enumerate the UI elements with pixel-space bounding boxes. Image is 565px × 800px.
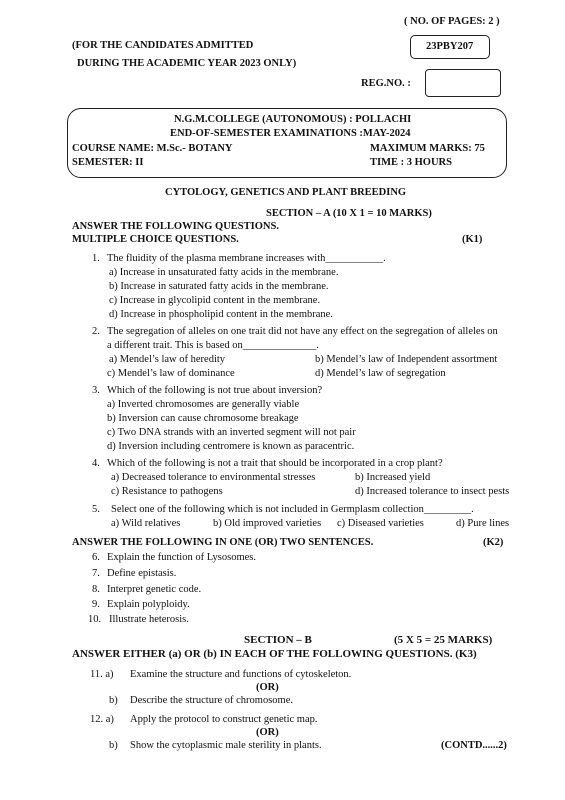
option-b: b) Mendel’s law of Independent assortment [315,354,498,365]
maximum-marks: MAXIMUM MARKS: 75 [370,143,485,154]
option-b: b) Increased yield [355,472,431,483]
question-number: 2. [92,326,100,337]
section-b-instruction: ANSWER EITHER (a) OR (b) IN EACH OF THE FOLLOWING QUESTIONS. (K3) [72,648,477,660]
question-text: Illustrate heterosis. [109,614,189,625]
question-number: 5. [92,504,100,515]
or-separator: (OR) [256,727,279,738]
regno-box[interactable] [425,69,501,97]
question-text-line2: a different trait. This is based on______________. [107,340,319,351]
option-c: c) Resistance to pathogens [111,486,223,497]
question-number: 8. [92,584,100,595]
option-b: b) Old improved varieties [213,518,322,529]
option-d: d) Increase in phospholipid content in the membrane. [109,309,333,320]
question-text: Interpret genetic code. [107,584,202,595]
option-d: d) Increased tolerance to insect pests [355,486,510,497]
question-number: 6. [92,552,100,563]
option-a: a) Inverted chromosomes are generally viable [107,399,300,410]
option-a: a) Increase in unsaturated fatty acids in the membrane. [109,267,339,278]
question-number: 11. a) [90,669,114,680]
section-b-title: SECTION – B [244,634,312,646]
continued-note: (CONTD......2) [441,740,507,751]
question-number: 4. [92,458,100,469]
mcq-instruction: MULTIPLE CHOICE QUESTIONS. [72,234,239,245]
regno-label: REG.NO. : [361,78,411,89]
question-number: 1. [92,253,100,264]
option-d: d) Pure lines [456,518,510,529]
question-number: 12. a) [90,714,114,725]
question-text-line1: The segregation of alleles on one trait did not have any effect on the segregation of alleles on [107,326,498,337]
option-b-label: b) [109,740,118,751]
question-text: Select one of the following which is not included in Germplasm collection_________. [111,504,474,515]
question-text: Which of the following is not a trait that should be incorporated in a crop plant? [107,458,443,469]
page-count: ( NO. OF PAGES: 2 ) [404,16,500,27]
option-d: d) Inversion including centromere is known as paracentric. [107,441,355,452]
question-text-a: Examine the structure and functions of cytoskeleton. [130,669,352,680]
course-name: COURSE NAME: M.Sc.- BOTANY [72,143,233,154]
option-a: a) Mendel’s law of heredity [109,354,226,365]
k1-level: (K1) [462,234,483,245]
question-number: 3. [92,385,100,396]
option-c: c) Two DNA strands with an inverted segment will not pair [107,427,356,438]
or-separator: (OR) [256,682,279,693]
k2-level: (K2) [483,537,504,548]
paper-code-box [410,35,490,59]
short-answer-instruction: ANSWER THE FOLLOWING IN ONE (OR) TWO SENTENCES. [72,537,374,548]
option-c: c) Diseased varieties [337,518,424,529]
exam-time: TIME : 3 HOURS [370,157,452,168]
question-text: Explain the function of Lysosomes. [107,552,257,563]
exam-title: END-OF-SEMESTER EXAMINATIONS :MAY-2024 [170,128,411,139]
semester: SEMESTER: II [72,157,144,168]
question-text: Define epistasis. [107,568,177,579]
option-c: c) Mendel’s law of dominance [107,368,235,379]
question-number: 7. [92,568,100,579]
candidates-note-line1: (FOR THE CANDIDATES ADMITTED [72,40,254,51]
option-c: c) Increase in glycolipid content in the membrane. [109,295,321,306]
question-text: Explain polyploidy. [107,599,190,610]
option-b: b) Increase in saturated fatty acids in the membrane. [109,281,329,292]
paper-title: CYTOLOGY, GENETICS AND PLANT BREEDING [165,187,407,198]
option-a: a) Decreased tolerance to environmental stresses [111,472,316,483]
section-a-title: SECTION – A (10 X 1 = 10 MARKS) [266,208,432,219]
option-b: b) Inversion can cause chromosome breakage [107,413,299,424]
question-text-a: Apply the protocol to construct genetic map. [130,714,318,725]
question-text-b: Describe the structure of chromosome. [130,695,293,706]
section-a-instruction: ANSWER THE FOLLOWING QUESTIONS. [72,221,279,232]
section-b-marks: (5 X 5 = 25 MARKS) [394,634,493,646]
option-b-label: b) [109,695,118,706]
college-name: N.G.M.COLLEGE (AUTONOMOUS) : POLLACHI [174,114,412,125]
option-d: d) Mendel’s law of segregation [315,368,446,379]
paper-code: 23PBY207 [426,41,474,52]
option-a: a) Wild relatives [111,518,181,529]
question-number: 9. [92,599,100,610]
candidates-note-line2: DURING THE ACADEMIC YEAR 2023 ONLY) [77,58,297,69]
question-number: 10. [88,614,102,625]
question-text-b: Show the cytoplasmic male sterility in plants. [130,740,322,751]
question-text: Which of the following is not true about inversion? [107,385,323,396]
question-text: The fluidity of the plasma membrane increases with___________. [107,253,386,264]
